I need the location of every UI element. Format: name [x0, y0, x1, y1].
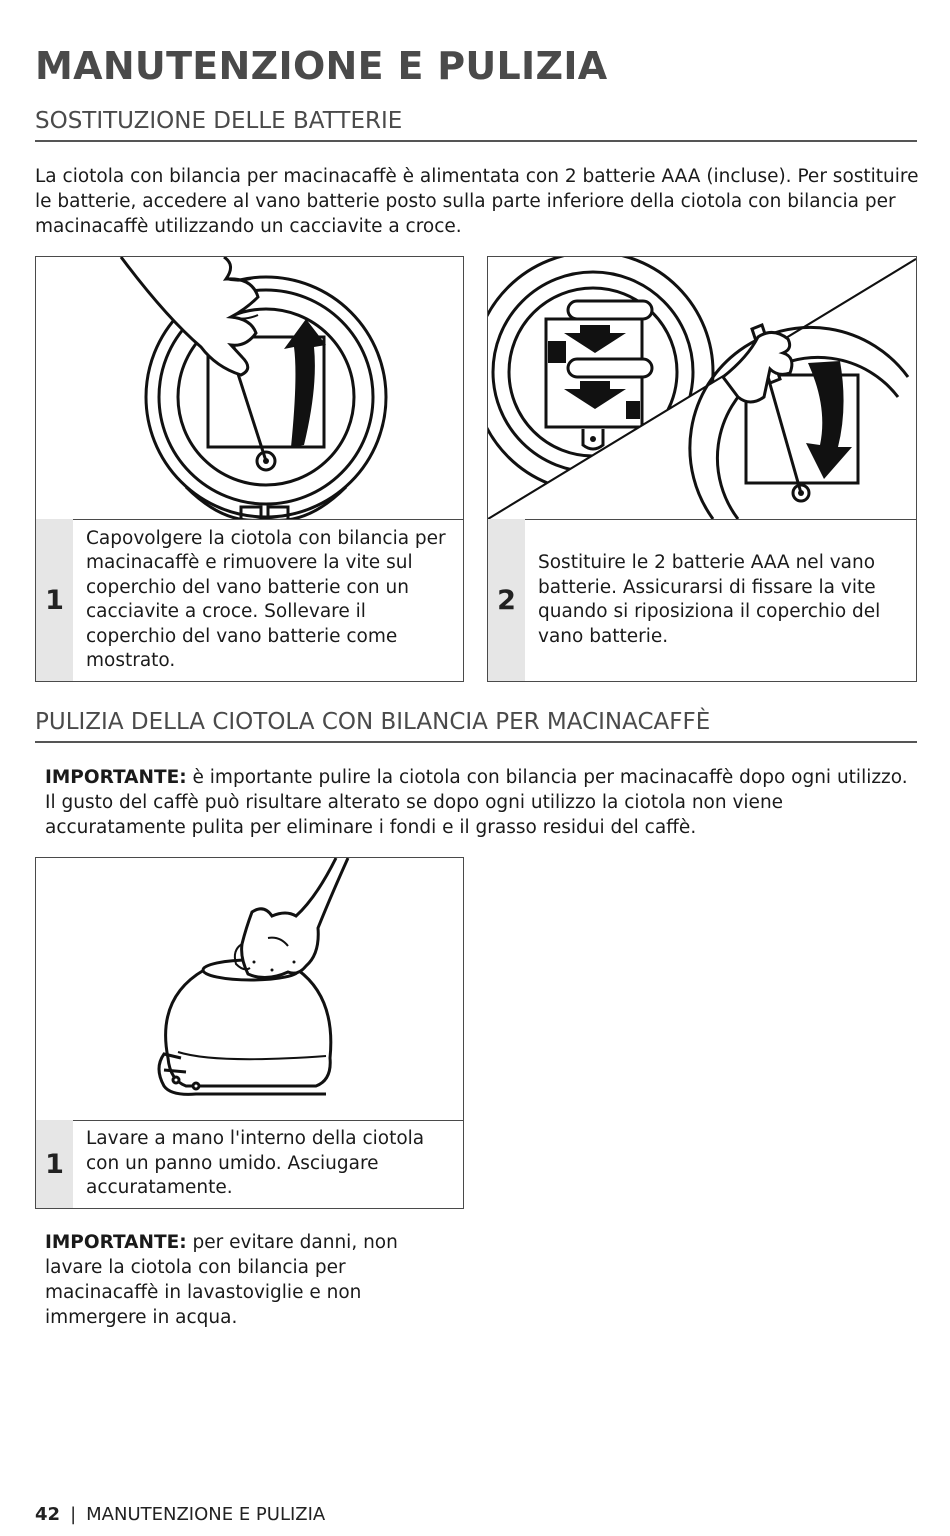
battery-step-2-illustration: [488, 257, 916, 520]
step-text: Capovolgere la ciotola con bilancia per macinacaffè e rimuovere la vite sul coperchio del vano batterie con un cacciavite a croce. Sollevare il coperchio del vano batterie come mostrato.: [86, 527, 446, 671]
step-number: 1: [36, 1120, 73, 1208]
page-footer: [35, 1504, 325, 1525]
step-text: Sostituire le 2 batterie AAA nel vano batterie. Assicurarsi di fissare la vite quando si riposiziona il coperchio del vano batterie.: [538, 552, 881, 647]
step-number: 1: [36, 519, 73, 681]
battery-section-heading: SOSTITUZIONE DELLE BATTERIE: [35, 108, 917, 142]
remove-screw-illustration: [36, 257, 463, 519]
important-text: è importante pulire la ciotola con bilancia per macinacaffè dopo ogni utilizzo. Il gusto del caffè può risultare alterato se dopo ogni utilizzo la ciotola non viene accuratamente pulita per eliminare i fondi e il grasso residui del caffè.: [45, 767, 908, 838]
step-text: Lavare a mano l'interno della ciotola con un panno umido. Asciugare accuratamente.: [86, 1128, 425, 1199]
cleaning-important-note: [45, 765, 920, 840]
page-number: 42: [35, 1504, 61, 1525]
battery-step-1: [35, 256, 464, 682]
important-label: IMPORTANTE:: [45, 767, 187, 788]
wash-bowl-illustration: [36, 858, 463, 1120]
warning-label: IMPORTANTE:: [45, 1232, 187, 1253]
battery-step-1-illustration: [36, 257, 463, 520]
cleaning-step-1-illustration: [36, 858, 463, 1121]
cleaning-step-1: [35, 857, 464, 1209]
replace-batteries-illustration: [488, 257, 916, 519]
battery-step-2: [487, 256, 917, 682]
cleaning-section-heading: PULIZIA DELLA CIOTOLA CON BILANCIA PER MACINACAFFÈ: [35, 709, 917, 743]
warning-text: per evitare danni, non lavare la ciotola con bilancia per macinacaffè in lavastoviglie e non immergere in acqua.: [45, 1232, 398, 1328]
cleaning-warning-note: [45, 1230, 425, 1330]
footer-section-name: MANUTENZIONE E PULIZIA: [86, 1504, 326, 1525]
step-number: 2: [488, 519, 525, 681]
page-title: MANUTENZIONE E PULIZIA: [35, 44, 608, 88]
footer-separator: |: [70, 1504, 77, 1525]
battery-intro-text: La ciotola con bilancia per macinacaffè è alimentata con 2 batterie AAA (incluse). Per sostituire le batterie, accedere al vano batterie posto sulla parte inferiore della ciotola con bilancia per macinacaffè utilizzando un cacciavite a croce.: [35, 166, 919, 237]
